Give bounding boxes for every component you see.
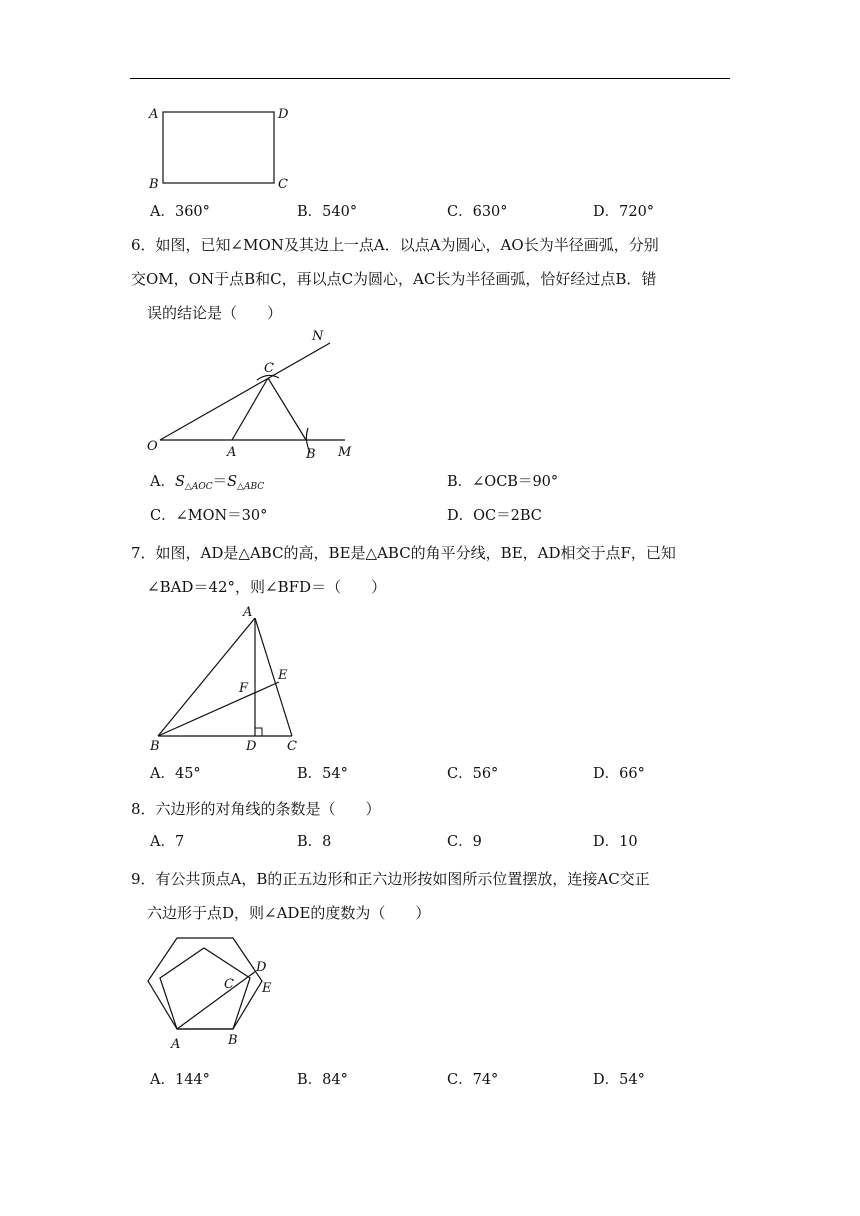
q6-option-c[interactable]: C．∠MON＝30° [150,508,268,524]
q7-option-d[interactable]: D．66° [593,766,645,782]
header-rule [130,78,730,79]
q6-option-b[interactable]: B．∠OCB＝90° [447,474,559,490]
label-d: D [278,107,289,122]
label-b: B [306,447,316,462]
segment-ac [232,378,268,440]
q8-option-d[interactable]: D．10 [593,834,638,850]
label-b: B [149,177,159,192]
q6-angle-figure [140,326,370,466]
label-o: O [147,439,158,454]
label-c: C [264,361,274,376]
q6-option-a[interactable]: A．$S_{\triangle AOC}=S_{\triangle ABC}$ [150,474,265,492]
q5-option-d[interactable]: D．720° [593,204,655,220]
label-a: A [243,605,253,620]
segment-ac-extended [177,971,256,1029]
q7-line-2: ∠BAD＝42°，则∠BFD＝（ ） [147,578,387,596]
label-c: C [224,977,234,992]
q5-option-b[interactable]: B．540° [297,204,358,220]
label-e: E [262,981,272,996]
q9-polygon-figure [140,934,300,1054]
side-ab [158,618,255,736]
label-c: C [287,739,297,754]
q6-stem [131,228,731,330]
q6-line-2: 交OM，ON于点B和C，再以点C为圆心，AC长为半径画弧，恰好经过点B．错 [131,270,657,288]
right-angle-mark [255,728,262,736]
label-b: B [228,1033,238,1048]
q8-option-a[interactable]: A．7 [150,834,185,850]
label-d: D [246,739,257,754]
q9-option-a[interactable]: A．144° [150,1072,210,1088]
q8-stem [131,792,731,826]
q7-line-1: 7．如图，AD是△ABC的高，BE是△ABC的角平分线，BE，AD相交于点F，已知 [131,544,676,562]
label-a: A [149,107,159,122]
q9-stem [131,862,731,930]
label-a: A [171,1037,181,1052]
q8-option-b[interactable]: B．8 [297,834,332,850]
label-n: N [312,329,324,344]
q6-line-1: 6．如图，已知∠MON及其边上一点A．以点A为圆心，AO长为半径画弧，分别 [131,236,659,254]
regular-pentagon [160,948,250,1029]
q7-option-b[interactable]: B．54° [297,766,348,782]
label-e: E [278,668,288,683]
label-m: M [338,445,352,460]
q7-stem [131,536,731,604]
q9-option-d[interactable]: D．54° [593,1072,645,1088]
ray-on [160,343,330,440]
q7-triangle-figure [140,600,320,760]
q5-rectangle-figure [140,98,300,198]
q9-option-c[interactable]: C．74° [447,1072,499,1088]
q7-option-a[interactable]: A．45° [150,766,201,782]
q5-option-c[interactable]: C．630° [447,204,508,220]
q9-line-2: 六边形于点D，则∠ADE的度数为（ ） [147,904,431,922]
q7-option-c[interactable]: C．56° [447,766,499,782]
label-d: D [256,960,267,975]
q5-option-a[interactable]: A．360° [150,204,210,220]
q6-option-d[interactable]: D．OC＝2BC [447,508,542,524]
q6-line-3: 误的结论是（ ） [147,304,283,322]
q8-line-1: 8．六边形的对角线的条数是（ ） [131,800,381,818]
rectangle [163,112,274,183]
segment-cb [268,378,306,440]
q8-option-c[interactable]: C．9 [447,834,482,850]
label-b: B [150,739,160,754]
label-c: C [278,177,288,192]
regular-hexagon [148,938,262,1029]
label-a: A [227,445,237,460]
q9-line-1: 9．有公共顶点A，B的正五边形和正六边形按如图所示位置摆放，连接AC交正 [131,870,650,888]
q9-option-b[interactable]: B．84° [297,1072,348,1088]
label-f: F [239,681,249,696]
